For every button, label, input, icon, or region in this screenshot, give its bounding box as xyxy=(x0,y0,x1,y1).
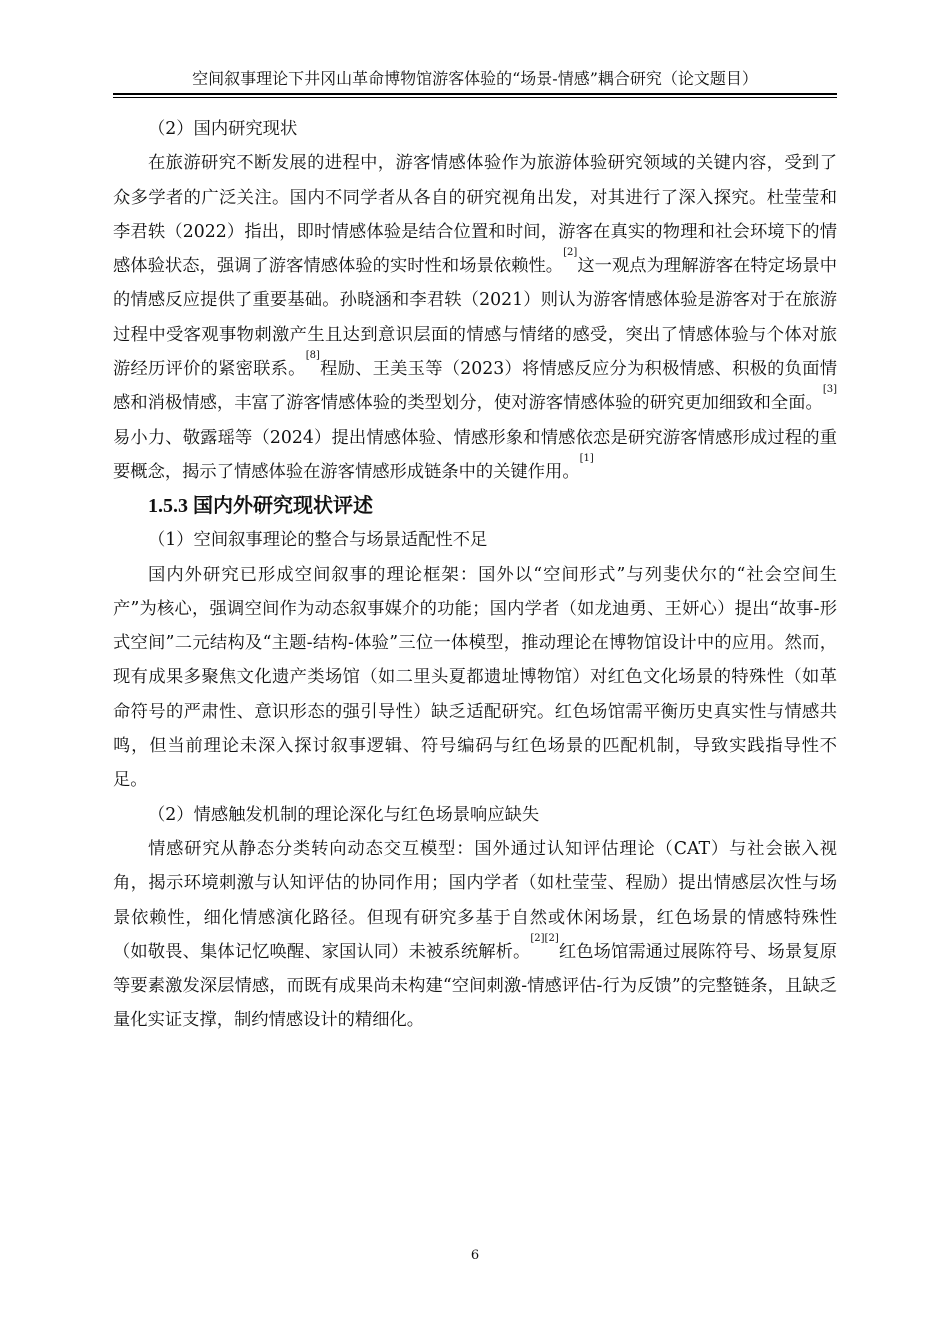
para1-text-4: 易小力、敬露瑶等（2024）提出情感体验、情感形象和情感依恋是研究游客情感形成过程的重要概念，揭示了情感体验在游客情感形成链条中的关键作用。 xyxy=(113,427,837,482)
para1-text-2: 这一观点为理解游客在特定场景中的情感反应提供了重要基础。孙晓涵和李君轶（2021）则认为游客情感体验是游客对于在旅游过程中受客观事物刺激产生且达到意识层面的情感与情绪的感受，突出了情感体验与个体对旅游经历评价的紧密联系。 xyxy=(113,256,837,380)
paragraph-spatial-narrative: 国内外研究已形成空间叙事的理论框架：国外以“空间形式”与列斐伏尔的“社会空间生产”为核心，强调空间作为动态叙事媒介的功能；国内学者（如龙迪勇、王妍心）提出“故事-形式空间”二元结构及“主题-结构-体验”三位一体模型，推动理论在博物馆设计中的应用。然而，现有成果多聚焦文化遗产类场馆（如二里头夏都遗址博物馆）对红色文化场景的特殊性（如革命符号的严肃性、意识形态的强引导性）缺乏适配研究。红色场馆需平衡历史真实性与情感共鸣，但当前理论未深入探讨叙事逻辑、符号编码与红色场景的匹配机制，导致实践指导性不足。 xyxy=(113,564,837,791)
citation-ref[interactable]: [3] xyxy=(822,384,837,396)
body-text xyxy=(113,112,837,1038)
para1-text-3: 程励、王美玉等（2023）将情感反应分为积极情感、积极的负面情感和消极情感，丰富了游客情感体验的类型划分，使对游客情感体验的研究更加细致和全面。 xyxy=(113,359,837,414)
header-rule xyxy=(113,93,837,98)
citation-ref[interactable]: [1] xyxy=(579,452,594,464)
subheading-spatial-narrative: （1）空间叙事理论的整合与场景适配性不足 xyxy=(148,530,488,551)
page-number: 6 xyxy=(470,1248,480,1263)
paragraph-emotion-mechanism xyxy=(113,832,837,1038)
para3-text-2: 红色场馆需通过展陈符号、场景复原等要素激发深层情感，而既有成果尚未构建“空间刺激-情感评估-行为反馈”的完整链条，且缺乏量化实证支撑，制约情感设计的精细化。 xyxy=(113,941,837,1031)
para3-text-1: 情感研究从静态分类转向动态交互模型：国外通过认知评估理论（CAT）与社会嵌入视角，揭示环境刺激与认知评估的协同作用；国内学者（如杜莹莹、程励）提出情感层次性与场景依赖性，细化情感演化路径。但现有研究多基于自然或休闲场景，红色场景的情感特殊性（如敬畏、集体记忆唤醒、家国认同）未被系统解析。 xyxy=(113,838,837,962)
running-header: 空间叙事理论下井冈山革命博物馆游客体验的“场景-情感”耦合研究（论文题目） xyxy=(192,69,758,88)
section-heading-1-5-3: 1.5.3 国内外研究现状评述 xyxy=(148,495,373,518)
subheading-domestic-status: （2）国内研究现状 xyxy=(148,119,298,139)
para1-text-1: 在旅游研究不断发展的进程中，游客情感体验作为旅游体验研究领域的关键内容，受到了众多学者的广泛关注。国内不同学者从各自的研究视角出发，对其进行了深入探究。杜莹莹和李君轶（2022）指出，即时情感体验是结合位置和时间，游客在真实的物理和社会环境下的情感体验状态，强调了游客情感体验的实时性和场景依赖性。 xyxy=(113,153,837,277)
paragraph-domestic-status xyxy=(113,146,837,489)
citation-ref[interactable]: [8] xyxy=(305,350,320,362)
citation-ref[interactable]: [2][2] xyxy=(530,932,559,944)
citation-ref[interactable]: [2] xyxy=(563,247,578,259)
subheading-emotion-mechanism: （2）情感触发机制的理论深化与红色场景响应缺失 xyxy=(148,804,540,825)
